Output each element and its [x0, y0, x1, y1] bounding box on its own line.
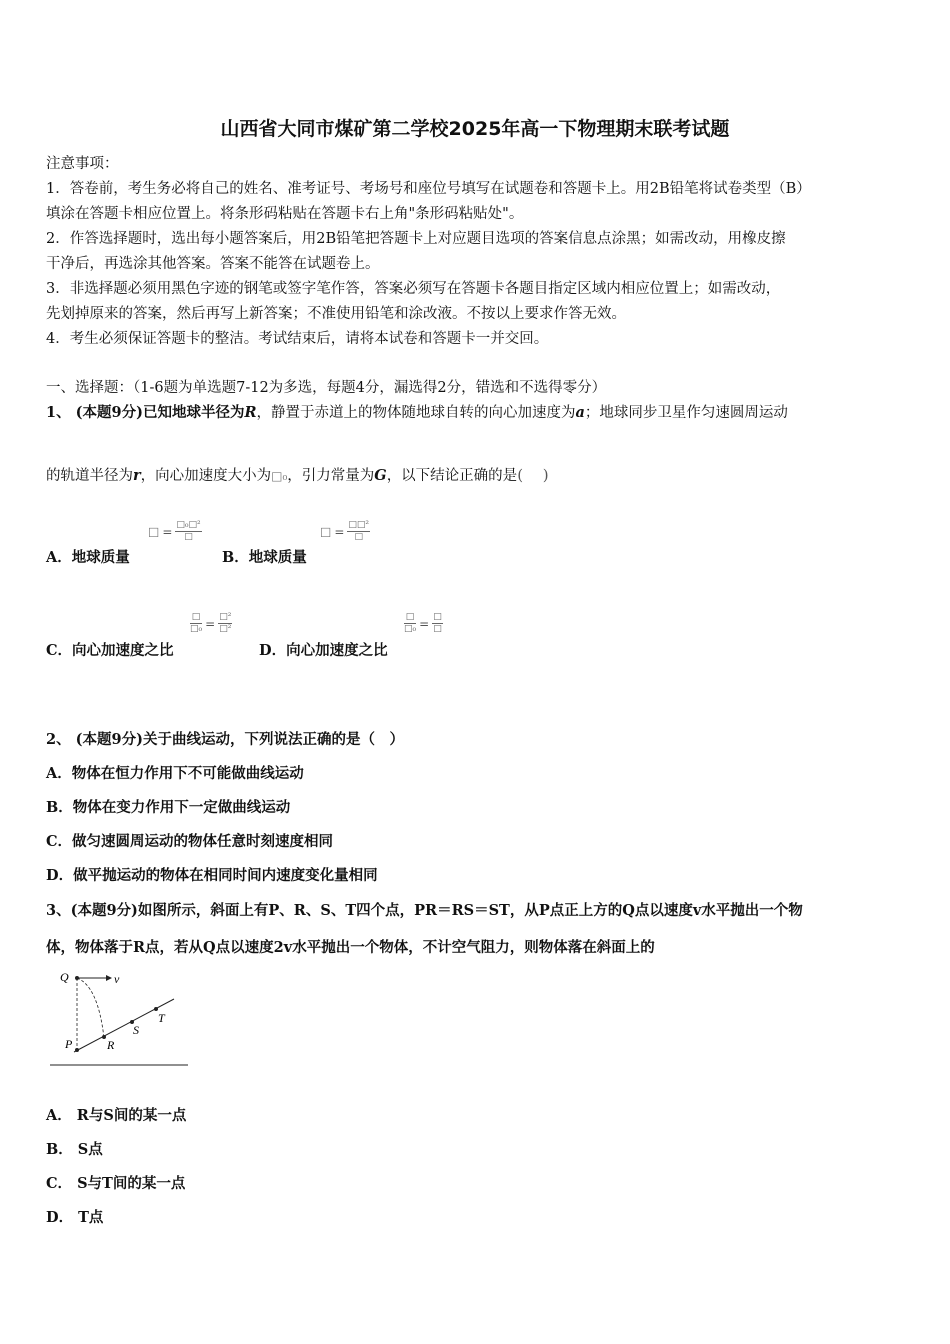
- q1-text-2d: ，以下结论正确的是: [386, 468, 518, 484]
- q1-option-d[interactable]: [259, 639, 388, 660]
- notes-line-6: 先划掉原来的答案，然后再写上新答案；不准使用铅笔和涂改液。不按以上要求作答无效。: [46, 306, 626, 322]
- q3-option-d[interactable]: D． T点: [46, 1209, 104, 1226]
- label-t: T: [158, 1011, 165, 1025]
- q1-answer-paren: ( ): [517, 466, 549, 484]
- q1-option-a[interactable]: [46, 546, 130, 567]
- q1-option-a-formula: □ = $\frac{\text{□₀□²}}{□}$: [148, 520, 201, 542]
- q1-text-1c: ；地球同步卫星作匀速圆周运动: [584, 405, 788, 421]
- point-r: [102, 1035, 106, 1039]
- q1-text-2b: ，向心加速度大小为: [140, 468, 272, 484]
- q1-r: r: [133, 467, 141, 484]
- notes-line-2: 填涂在答题卡相应位置上。将条形码粘贴在答题卡右上角"条形码粘贴处"。: [46, 206, 524, 222]
- section-heading: 一、选择题：（1-6题为单选题7-12为多选，每题4分，漏选得2分，错选和不选得零分）: [46, 380, 607, 396]
- q3-option-a[interactable]: A． R与S间的某一点: [46, 1107, 187, 1124]
- q3-option-c[interactable]: C． S与T间的某一点: [46, 1175, 186, 1192]
- page-title: 山西省大同市煤矿第二学校2025年高一下物理期末联考试题: [220, 118, 730, 140]
- q1-text-2: 的轨道半径为: [46, 468, 133, 484]
- notes-line-3: 2．作答选择题时，选出每小题答案后，用2B铅笔把答题卡上对应题目选项的答案信息点涂黑；如需改动，用橡皮擦: [46, 231, 786, 247]
- label-r: R: [107, 1038, 115, 1052]
- q1-option-d-formula: $\frac{□}{\text{□₀}}$ = $\frac{□}{□}$: [404, 612, 442, 634]
- q2-option-b[interactable]: B．物体在变力作用下一定做曲线运动: [46, 799, 291, 816]
- notes-line-1: 1．答卷前，考生务必将自己的姓名、准考证号、考场号和座位号填写在试题卷和答题卡上。用2B铅笔将试卷类型（B）: [46, 181, 811, 197]
- q1-text-1: 1、 (本题9分)已知地球半径为: [46, 404, 245, 421]
- velocity-arrowhead: [106, 975, 112, 981]
- q1-option-c-formula: $\frac{□}{\text{□₀}}$ = $\frac{\text{□²}}{\text{□²}}$: [190, 612, 232, 634]
- q1-option-c-label: C．向心加速度之比: [46, 642, 174, 659]
- label-p: P: [65, 1037, 73, 1051]
- q3-figure: [46, 964, 194, 1072]
- q1-option-a-label: A．地球质量: [46, 549, 130, 566]
- incline-line: [74, 999, 174, 1052]
- q1-option-b[interactable]: [222, 546, 307, 567]
- q1-stem-line-2: [46, 464, 549, 485]
- q1-stem-line-1: [46, 401, 788, 422]
- q1-G: G: [374, 467, 387, 484]
- q3-stem-line-2: 体，物体落于R点，若从Q点以速度2v水平抛出一个物体，不计空气阻力，则物体落在斜面上的: [46, 939, 655, 956]
- notes-heading: 注意事项：: [46, 156, 119, 172]
- q1-a0: □₀: [271, 469, 288, 483]
- q1-option-c[interactable]: [46, 639, 174, 660]
- q3-option-b[interactable]: B． S点: [46, 1141, 103, 1158]
- q3-stem-line-1: 3、(本题9分)如图所示，斜面上有P、R、S、T四个点，PR＝RS＝ST，从P点正上方的Q点以速度v水平抛出一个物: [46, 902, 803, 919]
- label-q: Q: [60, 970, 69, 984]
- notes-line-5: 3．非选择题必须用黑色字迹的钢笔或签字笔作答，答案必须写在答题卡各题目指定区域内相应位置上；如需改动，: [46, 281, 781, 297]
- q1-text-2c: ，引力常量为: [287, 468, 375, 484]
- q2-stem: 2、 (本题9分)关于曲线运动，下列说法正确的是（ ）: [46, 731, 404, 748]
- q1-R: R: [244, 404, 257, 421]
- notes-line-7: 4．考生必须保证答题卡的整洁。考试结束后，请将本试卷和答题卡一并交回。: [46, 331, 549, 347]
- q2-option-d[interactable]: D．做平抛运动的物体在相同时间内速度变化量相同: [46, 867, 378, 884]
- q1-option-d-label: D．向心加速度之比: [259, 642, 388, 659]
- trajectory-curve: [77, 978, 104, 1038]
- point-q: [75, 976, 79, 980]
- q1-option-b-formula: □ = $\frac{\text{□□²}}{□}$: [320, 520, 370, 542]
- label-s: S: [133, 1023, 139, 1037]
- notes-line-4: 干净后，再选涂其他答案。答案不能答在试题卷上。: [46, 256, 380, 272]
- q1-option-b-label: B．地球质量: [222, 549, 307, 566]
- q1-text-1b: ，静置于赤道上的物体随地球自转的向心加速度为: [256, 405, 576, 421]
- point-p: [75, 1048, 79, 1052]
- q1-a: a: [575, 404, 585, 421]
- label-v: v: [114, 972, 120, 986]
- q2-option-a[interactable]: A．物体在恒力作用下不可能做曲线运动: [46, 765, 304, 782]
- q2-option-c[interactable]: C．做匀速圆周运动的物体任意时刻速度相同: [46, 833, 334, 850]
